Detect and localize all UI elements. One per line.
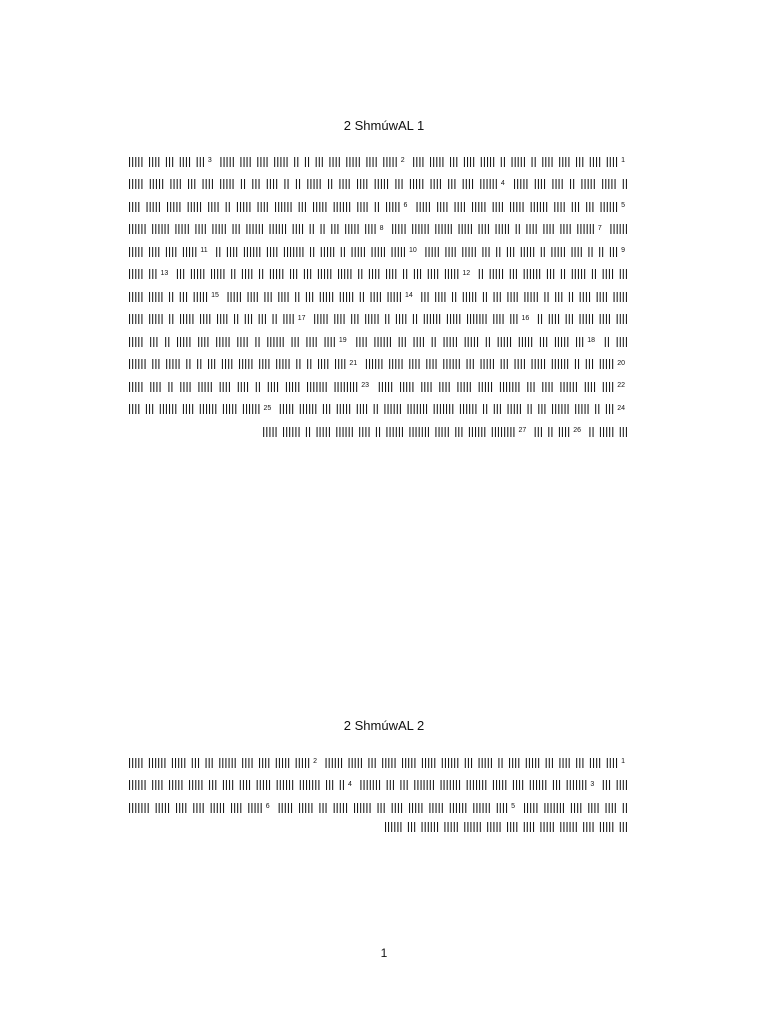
verse-text: ꟾꟾꟾꟾꟾꟾ ꟾꟾꟾꟾꟾ ꟾꟾꟾ ꟾꟾꟾꟾꟾ ꟾꟾꟾꟾꟾ ꟾꟾꟾꟾꟾ ꟾꟾꟾꟾꟾꟾ ꟾꟾꟾ ꟾꟾꟾꟾꟾ ꟾꟾ ꟾꟾꟾꟾ ꟾꟾꟾꟾꟾ ꟾꟾꟾ ꟾꟾꟾꟾ ꟾꟾꟾ ꟾꟾꟾꟾ ꟾꟾꟾꟾ (324, 758, 619, 771)
verse-text: ꟾꟾꟾꟾꟾꟾꟾ ꟾꟾꟾ ꟾꟾꟾ ꟾꟾꟾꟾꟾꟾꟾ ꟾꟾꟾꟾꟾꟾꟾ ꟾꟾꟾꟾꟾꟾꟾ ꟾꟾꟾꟾꟾ ꟾꟾꟾꟾ ꟾꟾꟾꟾꟾꟾ ꟾꟾꟾ ꟾꟾꟾꟾꟾꟾꟾ (359, 781, 588, 793)
verse-text: ꟾꟾꟾꟾꟾ ꟾꟾꟾꟾꟾꟾ ꟾꟾꟾꟾꟾꟾ ꟾꟾꟾꟾꟾ ꟾꟾꟾꟾ ꟾꟾꟾꟾꟾ ꟾꟾ ꟾꟾꟾꟾ ꟾꟾꟾꟾ ꟾꟾꟾꟾ ꟾꟾꟾꟾꟾꟾ (391, 225, 595, 237)
verse-text: ꟾꟾꟾꟾꟾ ꟾꟾꟾꟾꟾ ꟾꟾ ꟾꟾꟾ ꟾꟾꟾꟾꟾ ꟾꟾ ꟾꟾꟾꟾ ꟾꟾꟾ ꟾꟾꟾꟾꟾ ꟾꟾꟾꟾ ꟾꟾꟾꟾ (128, 292, 628, 327)
verse-text: ꟾꟾ ꟾꟾꟾꟾ ꟾꟾꟾꟾꟾꟾ ꟾꟾꟾꟾ ꟾꟾꟾꟾꟾꟾꟾ ꟾꟾ ꟾꟾꟾꟾꟾ ꟾꟾ ꟾꟾꟾꟾꟾ ꟾꟾꟾꟾꟾ ꟾꟾꟾꟾꟾ (215, 247, 407, 260)
verse-number: 1 (621, 758, 625, 765)
verse-number: 24 (617, 404, 625, 412)
verse-number: 11 (200, 247, 208, 254)
verse-number: 14 (404, 292, 413, 299)
verse-number: 20 (617, 359, 625, 367)
verse-text: ꟾꟾꟾꟾꟾꟾ ꟾꟾꟾ ꟾꟾꟾꟾꟾ ꟾꟾ ꟾꟾ ꟾꟾꟾ ꟾꟾꟾꟾ ꟾꟾꟾꟾꟾ ꟾꟾꟾꟾ ꟾꟾꟾꟾꟾ ꟾꟾ ꟾꟾ ꟾꟾꟾꟾ ꟾꟾꟾꟾ (128, 360, 347, 372)
verse-number: 17 (297, 314, 306, 322)
verse-text: ꟾꟾꟾꟾꟾꟾꟾ ꟾꟾꟾꟾꟾ ꟾꟾꟾꟾ ꟾꟾꟾꟾ ꟾꟾꟾꟾꟾ ꟾꟾꟾꟾ ꟾꟾꟾꟾꟾ ꟾꟾꟾꟾꟾꟾ ꟾꟾꟾ ꟾꟾꟾꟾꟾꟾ ꟾꟾꟾꟾꟾ ꟾꟾꟾꟾꟾꟾ ꟾꟾꟾꟾꟾ ꟾꟾꟾꟾ ꟾꟾꟾꟾ ꟾꟾꟾꟾꟾ ꟾꟾꟾꟾꟾꟾ ꟾꟾꟾꟾ ꟾꟾꟾꟾꟾ ꟾꟾꟾ (128, 803, 628, 835)
chapter-1-body (128, 151, 628, 702)
verse-text: ꟾꟾꟾꟾ ꟾꟾꟾ ꟾꟾꟾꟾꟾꟾ ꟾꟾꟾꟾ ꟾꟾꟾꟾꟾꟾ ꟾꟾꟾꟾꟾ ꟾꟾꟾꟾꟾꟾ ꟾꟾ ꟾꟾꟾꟾꟾ ꟾꟾꟾ (128, 405, 628, 440)
verse (534, 428, 584, 440)
verse (279, 405, 628, 417)
verse-number: 22 (617, 382, 625, 389)
verse (262, 428, 529, 440)
verse (416, 203, 629, 215)
verse (128, 383, 372, 395)
verse (226, 293, 415, 305)
verse-number: 10 (409, 247, 417, 254)
verse-text: ꟾꟾꟾꟾꟾꟾ ꟾꟾꟾꟾ ꟾꟾꟾꟾꟾ ꟾꟾꟾꟾꟾ ꟾꟾꟾ ꟾꟾꟾꟾ ꟾꟾꟾꟾ ꟾꟾꟾꟾꟾ ꟾꟾꟾꟾꟾꟾ ꟾꟾꟾꟾꟾꟾꟾ ꟾꟾꟾ ꟾꟾ ꟾꟾꟾꟾꟾ ꟾꟾꟾꟾꟾꟾꟾ ꟾꟾꟾꟾ ꟾꟾꟾꟾ ꟾꟾꟾꟾ ꟾꟾ (128, 781, 628, 816)
verse (313, 315, 532, 327)
page-number: 1 (380, 946, 388, 960)
verse (365, 360, 628, 372)
verse-text: ꟾꟾꟾꟾꟾ ꟾꟾꟾꟾꟾ ꟾꟾꟾꟾ ꟾꟾꟾꟾ ꟾꟾꟾꟾꟾ ꟾꟾꟾꟾꟾ ꟾꟾꟾꟾꟾꟾꟾ ꟾꟾꟾ ꟾꟾꟾꟾ ꟾꟾꟾꟾꟾꟾ ꟾꟾꟾꟾ ꟾꟾꟾꟾ (377, 382, 615, 395)
verse-number: 5 (621, 202, 626, 209)
verse-text: ꟾꟾꟾꟾꟾ ꟾꟾꟾꟾ ꟾꟾ ꟾꟾꟾꟾ ꟾꟾꟾꟾꟾ ꟾꟾꟾꟾ ꟾꟾꟾꟾ ꟾꟾ ꟾꟾꟾꟾ ꟾꟾꟾꟾꟾ ꟾꟾꟾꟾꟾꟾꟾ ꟾꟾꟾꟾꟾꟾꟾꟾ (128, 382, 359, 395)
verse-number: 2 (400, 157, 405, 164)
verse (128, 225, 386, 237)
verse-number: 13 (160, 269, 169, 277)
verse-text: ꟾꟾꟾꟾꟾ ꟾꟾꟾꟾꟾꟾ ꟾꟾ ꟾꟾꟾꟾꟾ ꟾꟾꟾꟾꟾꟾ ꟾꟾꟾꟾ ꟾꟾ ꟾꟾꟾꟾꟾꟾ ꟾꟾꟾꟾꟾꟾꟾ ꟾꟾꟾꟾꟾ ꟾꟾꟾ ꟾꟾꟾꟾꟾꟾ ꟾꟾꟾꟾꟾꟾꟾꟾ (262, 427, 516, 440)
verse (424, 248, 628, 260)
verse (128, 180, 508, 192)
verse-text: ꟾꟾꟾꟾꟾ ꟾꟾꟾꟾ ꟾꟾꟾꟾ ꟾꟾꟾꟾꟾ ꟾꟾ ꟾꟾꟾꟾꟾ ꟾꟾꟾ ꟾꟾꟾꟾꟾꟾ ꟾꟾꟾ ꟾꟾ ꟾꟾꟾꟾꟾ ꟾꟾ ꟾꟾꟾꟾ ꟾꟾꟾ (128, 247, 628, 282)
verse (278, 804, 518, 816)
verse-text: ꟾꟾꟾꟾꟾ ꟾꟾꟾꟾ ꟾꟾꟾ ꟾꟾꟾꟾ ꟾꟾꟾ ꟾꟾꟾꟾꟾ ꟾꟾꟾꟾ ꟾꟾꟾꟾ ꟾꟾ ꟾꟾꟾꟾꟾ ꟾꟾꟾꟾꟾ ꟾꟾ (128, 157, 628, 192)
verse-number: 1 (621, 157, 626, 164)
verse (378, 383, 628, 395)
verse (391, 225, 605, 237)
verse (128, 338, 350, 350)
verse-text: ꟾꟾꟾꟾꟾ ꟾꟾꟾꟾ ꟾꟾꟾ ꟾꟾꟾꟾꟾ ꟾꟾ ꟾꟾꟾꟾ ꟾꟾ ꟾꟾꟾꟾꟾꟾ ꟾꟾꟾꟾꟾ ꟾꟾꟾꟾꟾꟾꟾ ꟾꟾꟾꟾ ꟾꟾꟾ (313, 315, 519, 327)
verse-number: 26 (573, 427, 581, 434)
verse (219, 158, 407, 170)
verse-text: ꟾꟾꟾꟾ ꟾꟾꟾꟾꟾꟾ ꟾꟾꟾ ꟾꟾꟾꟾ ꟾꟾ ꟾꟾꟾꟾꟾ ꟾꟾꟾꟾꟾ ꟾꟾ ꟾꟾꟾꟾꟾ ꟾꟾꟾꟾꟾ ꟾꟾꟾ ꟾꟾꟾꟾꟾ ꟾꟾꟾ (355, 337, 585, 350)
verse-text: ꟾꟾꟾꟾꟾꟾ ꟾꟾꟾꟾꟾꟾ ꟾꟾꟾꟾꟾ ꟾꟾꟾꟾ ꟾꟾꟾꟾꟾ ꟾꟾꟾ ꟾꟾꟾꟾꟾꟾ ꟾꟾꟾꟾꟾꟾ ꟾꟾꟾꟾ ꟾꟾ ꟾꟾ ꟾꟾꟾ ꟾꟾꟾꟾꟾ ꟾꟾꟾꟾ (128, 225, 377, 237)
verse-number: 21 (349, 359, 358, 367)
verse-number: 3 (590, 780, 595, 788)
verse-text: ꟾꟾꟾꟾꟾ ꟾꟾꟾꟾꟾ ꟾꟾ ꟾꟾꟾꟾꟾ ꟾꟾꟾꟾ ꟾꟾꟾꟾ ꟾꟾ ꟾꟾꟾ ꟾꟾꟾ ꟾꟾ ꟾꟾꟾꟾ ꟾꟾ ꟾꟾꟾꟾ (128, 315, 628, 350)
verse-text: ꟾꟾꟾꟾꟾ ꟾꟾꟾꟾꟾ ꟾꟾꟾ ꟾꟾꟾꟾꟾ ꟾꟾꟾꟾꟾꟾ ꟾꟾꟾ ꟾꟾꟾꟾ ꟾꟾꟾꟾꟾ ꟾꟾꟾꟾꟾ ꟾꟾꟾꟾꟾꟾ ꟾꟾꟾꟾꟾꟾ ꟾꟾꟾꟾ (277, 803, 509, 816)
verse-number: 5 (511, 803, 516, 810)
verse-text: ꟾꟾꟾꟾ ꟾꟾꟾꟾꟾ ꟾꟾꟾ ꟾꟾꟾꟾ ꟾꟾꟾꟾꟾ ꟾꟾ ꟾꟾꟾꟾꟾ ꟾꟾ ꟾꟾꟾꟾ ꟾꟾꟾꟾ ꟾꟾꟾ ꟾꟾꟾꟾ ꟾꟾꟾꟾ (412, 157, 619, 170)
verse-number: 16 (521, 314, 530, 322)
verse-number: 4 (500, 179, 505, 187)
verse-number: 3 (207, 157, 212, 164)
verse-number: 6 (403, 202, 408, 209)
verse-number: 8 (379, 224, 384, 232)
verse (412, 158, 628, 170)
chapter-2-body (128, 752, 628, 908)
verse-text: ꟾꟾꟾꟾꟾꟾ ꟾꟾꟾꟾꟾ ꟾꟾꟾꟾ ꟾꟾꟾꟾ ꟾꟾꟾꟾꟾꟾ ꟾꟾꟾ ꟾꟾꟾꟾꟾ ꟾꟾꟾ ꟾꟾꟾꟾ ꟾꟾꟾꟾꟾ ꟾꟾꟾꟾꟾꟾ ꟾꟾ ꟾꟾꟾ ꟾꟾꟾꟾꟾ (364, 360, 615, 372)
verse-text: ꟾꟾꟾꟾꟾ ꟾꟾꟾꟾ ꟾꟾꟾꟾ ꟾꟾꟾꟾꟾ ꟾꟾꟾꟾ ꟾꟾꟾꟾꟾ ꟾꟾꟾꟾꟾꟾ ꟾꟾꟾꟾ ꟾꟾꟾ ꟾꟾꟾ ꟾꟾꟾꟾꟾꟾ (415, 202, 619, 215)
verse-number: 25 (263, 404, 272, 412)
verse-text: ꟾꟾꟾꟾꟾ ꟾꟾꟾꟾꟾ ꟾꟾꟾꟾ ꟾꟾꟾ ꟾꟾꟾꟾ ꟾꟾꟾꟾꟾ ꟾꟾ ꟾꟾꟾ ꟾꟾꟾꟾ ꟾꟾ ꟾꟾ ꟾꟾꟾꟾꟾ ꟾꟾ ꟾꟾꟾꟾ ꟾꟾꟾꟾ ꟾꟾꟾꟾꟾ ꟾꟾꟾ ꟾꟾꟾꟾꟾ ꟾꟾꟾꟾ ꟾꟾꟾ ꟾꟾꟾꟾ ꟾꟾꟾꟾꟾꟾ (128, 180, 498, 192)
verse-text: ꟾꟾꟾꟾ ꟾꟾꟾꟾꟾ ꟾꟾꟾꟾꟾ ꟾꟾꟾꟾꟾ ꟾꟾꟾꟾ ꟾꟾ ꟾꟾꟾꟾꟾ ꟾꟾꟾꟾ ꟾꟾꟾꟾꟾꟾ ꟾꟾꟾ ꟾꟾꟾꟾꟾ ꟾꟾꟾꟾꟾꟾ ꟾꟾꟾꟾ ꟾꟾ ꟾꟾꟾꟾꟾ ꟾꟾꟾꟾꟾꟾ (128, 202, 628, 237)
verse-number: 18 (587, 337, 596, 344)
verse-text: ꟾꟾꟾꟾꟾ ꟾꟾꟾꟾꟾꟾ ꟾꟾꟾ ꟾꟾꟾꟾꟾ ꟾꟾꟾꟾ ꟾꟾ ꟾꟾꟾꟾꟾꟾ ꟾꟾꟾꟾꟾꟾꟾ ꟾꟾꟾꟾꟾꟾꟾ ꟾꟾꟾꟾꟾꟾ ꟾꟾ ꟾꟾꟾ ꟾꟾꟾꟾꟾ ꟾꟾ ꟾꟾꟾ ꟾꟾꟾꟾꟾꟾ ꟾꟾꟾꟾꟾ ꟾꟾ ꟾꟾꟾ (278, 405, 615, 417)
verse-text: ꟾꟾꟾꟾꟾ ꟾꟾꟾꟾ ꟾꟾꟾꟾꟾ ꟾꟾꟾ ꟾꟾ ꟾꟾꟾ ꟾꟾꟾꟾꟾ ꟾꟾ ꟾꟾꟾꟾꟾ ꟾꟾꟾꟾ ꟾꟾ ꟾꟾ ꟾꟾꟾ (424, 247, 619, 260)
verse (355, 338, 598, 350)
verse-number: 15 (211, 292, 219, 299)
verse-number: 27 (518, 427, 527, 434)
chapter-2-title: 2 ShmúwAL 2 (343, 718, 425, 733)
verse-text: ꟾꟾꟾ ꟾꟾ ꟾꟾꟾꟾ (533, 427, 571, 440)
verse-number: 9 (621, 247, 626, 254)
verse (359, 781, 597, 793)
verse-text: ꟾꟾꟾꟾꟾ ꟾꟾꟾ ꟾꟾ ꟾꟾꟾꟾꟾ ꟾꟾꟾꟾ ꟾꟾꟾꟾꟾ ꟾꟾꟾꟾ ꟾꟾ ꟾꟾꟾꟾꟾꟾ ꟾꟾꟾ ꟾꟾꟾꟾ ꟾꟾꟾꟾ (128, 337, 336, 350)
verse (325, 759, 628, 771)
verse-text: ꟾꟾꟾꟾꟾ ꟾꟾꟾꟾ ꟾꟾꟾꟾ ꟾꟾꟾꟾꟾ ꟾꟾ ꟾꟾ ꟾꟾꟾ ꟾꟾꟾꟾ ꟾꟾꟾꟾꟾ ꟾꟾꟾꟾ ꟾꟾꟾꟾꟾ (219, 157, 398, 170)
verse-number: 6 (265, 803, 270, 810)
chapter-1-title: 2 ShmúwAL 1 (343, 118, 425, 133)
verse-text: ꟾꟾꟾꟾꟾ ꟾꟾꟾꟾ ꟾꟾꟾ ꟾꟾꟾꟾ ꟾꟾ ꟾꟾꟾ ꟾꟾꟾꟾꟾ ꟾꟾꟾꟾꟾ ꟾꟾ ꟾꟾꟾꟾ ꟾꟾꟾꟾꟾ (226, 292, 402, 305)
verse-number: 4 (347, 780, 352, 788)
verse-number: 19 (338, 337, 347, 344)
verse-number: 7 (597, 224, 602, 232)
verse-number: 12 (462, 269, 471, 277)
verse-text: ꟾꟾꟾ ꟾꟾꟾꟾꟾ ꟾꟾꟾꟾꟾ ꟾꟾ ꟾꟾꟾꟾ ꟾꟾ ꟾꟾꟾꟾꟾ ꟾꟾꟾ ꟾꟾꟾ ꟾꟾꟾꟾꟾ ꟾꟾꟾꟾꟾ ꟾꟾ ꟾꟾꟾꟾ ꟾꟾꟾꟾ ꟾꟾ ꟾꟾꟾ ꟾꟾꟾꟾ ꟾꟾꟾꟾꟾ (175, 270, 460, 282)
verse (176, 270, 473, 282)
verse (215, 248, 420, 260)
verse-text: ꟾꟾꟾꟾꟾ ꟾꟾꟾꟾꟾꟾ ꟾꟾꟾꟾꟾ ꟾꟾꟾ ꟾꟾꟾ ꟾꟾꟾꟾꟾꟾ ꟾꟾꟾꟾ ꟾꟾꟾꟾ ꟾꟾꟾꟾꟾ ꟾꟾꟾꟾꟾ ꟾꟾꟾ ꟾꟾꟾꟾ (128, 758, 628, 793)
verse-number: 2 (313, 758, 318, 765)
verse (128, 360, 360, 372)
verse-number: 23 (361, 382, 370, 389)
verse-text: ꟾꟾꟾꟾꟾ ꟾꟾꟾ ꟾꟾꟾ ꟾꟾꟾꟾ ꟾꟾ ꟾꟾꟾꟾꟾ ꟾꟾ ꟾꟾꟾ ꟾꟾꟾꟾ ꟾꟾꟾꟾꟾ ꟾꟾ ꟾꟾꟾ ꟾꟾ ꟾꟾꟾꟾ ꟾꟾꟾꟾ ꟾꟾꟾꟾꟾ (128, 270, 628, 305)
